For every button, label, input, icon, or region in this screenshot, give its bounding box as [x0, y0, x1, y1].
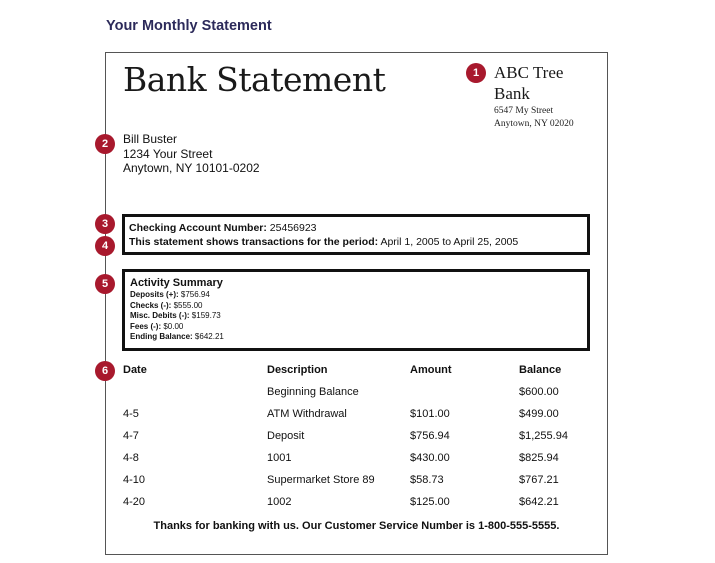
customer-name: Bill Buster	[123, 132, 178, 146]
summary-row	[130, 301, 587, 312]
summary-label: Deposits (+):	[130, 290, 179, 299]
cell-balance: $642.21	[519, 496, 559, 508]
bank-name: ABC Tree Bank	[494, 63, 564, 103]
header-date: Date	[123, 364, 147, 376]
callout-badge-3: 3	[95, 214, 115, 234]
cell-balance: $600.00	[519, 386, 559, 398]
summary-row	[130, 311, 587, 322]
page-heading: Your Monthly Statement	[106, 18, 272, 34]
cell-balance: $1,255.94	[519, 430, 568, 442]
cell-amount: $756.94	[410, 430, 450, 442]
summary-value: $159.73	[191, 311, 221, 320]
callout-badge-2: 2	[95, 134, 115, 154]
summary-label: Ending Balance:	[130, 332, 193, 341]
cell-balance: $767.21	[519, 474, 559, 486]
cell-description: ATM Withdrawal	[267, 408, 347, 420]
header-amount: Amount	[410, 364, 452, 376]
header-balance: Balance	[519, 364, 562, 376]
customer-street: 1234 Your Street	[123, 146, 213, 161]
summary-label: Checks (-):	[130, 300, 172, 310]
account-info-box	[122, 214, 590, 255]
activity-summary-box	[122, 269, 590, 351]
summary-value: $0.00	[163, 321, 184, 331]
summary-row	[130, 290, 587, 301]
cell-balance: $499.00	[519, 408, 559, 420]
cell-description: Supermarket Store 89	[267, 474, 375, 486]
cell-amount: $430.00	[410, 452, 450, 464]
summary-value: $555.00	[173, 300, 203, 310]
cell-description: 1001	[267, 452, 292, 464]
cell-balance: $825.94	[519, 452, 559, 464]
cell-date: 4-10	[123, 474, 146, 486]
activity-summary-title: Activity Summary	[130, 277, 223, 289]
callout-badge-6: 6	[95, 361, 115, 381]
header-description: Description	[267, 364, 328, 376]
statement-title: Bank Statement	[123, 60, 386, 99]
summary-row	[130, 332, 587, 343]
summary-row	[130, 322, 587, 333]
summary-label: Fees (-):	[130, 321, 162, 331]
summary-value: $756.94	[180, 290, 210, 299]
cell-date: 4-8	[123, 452, 139, 464]
account-number-line	[129, 222, 587, 236]
cell-date: 4-20	[123, 496, 146, 508]
callout-badge-5: 5	[95, 274, 115, 294]
statement-period-line	[129, 236, 587, 250]
bank-street: 6547 My Street	[494, 106, 554, 116]
customer-city: Anytown, NY 10101-0202	[123, 161, 260, 175]
customer-address	[123, 132, 260, 176]
summary-label: Misc. Debits (-):	[130, 311, 190, 320]
statement-period: April 1, 2005 to April 25, 2005	[380, 235, 519, 248]
callout-badge-4: 4	[95, 236, 115, 256]
account-number-label: Checking Account Number:	[129, 222, 267, 234]
bank-address	[494, 105, 574, 130]
cell-date: 4-7	[123, 430, 139, 442]
bank-city: Anytown, NY 02020	[494, 118, 574, 129]
cell-amount: $58.73	[410, 474, 444, 486]
summary-value: $642.21	[194, 332, 224, 341]
account-number: 25456923	[269, 222, 317, 234]
cell-description: 1002	[267, 496, 292, 508]
cell-description: Beginning Balance	[267, 386, 359, 398]
cell-description: Deposit	[267, 430, 305, 442]
cell-amount: $125.00	[410, 496, 450, 508]
cell-amount: $101.00	[410, 408, 450, 420]
footer-message: Thanks for banking with us. Our Customer Service Number is 1-800-555-5555.	[153, 520, 560, 532]
callout-badge-1: 1	[466, 63, 486, 83]
statement-period-label: This statement shows transactions for the period:	[129, 235, 379, 248]
cell-date: 4-5	[123, 408, 139, 420]
